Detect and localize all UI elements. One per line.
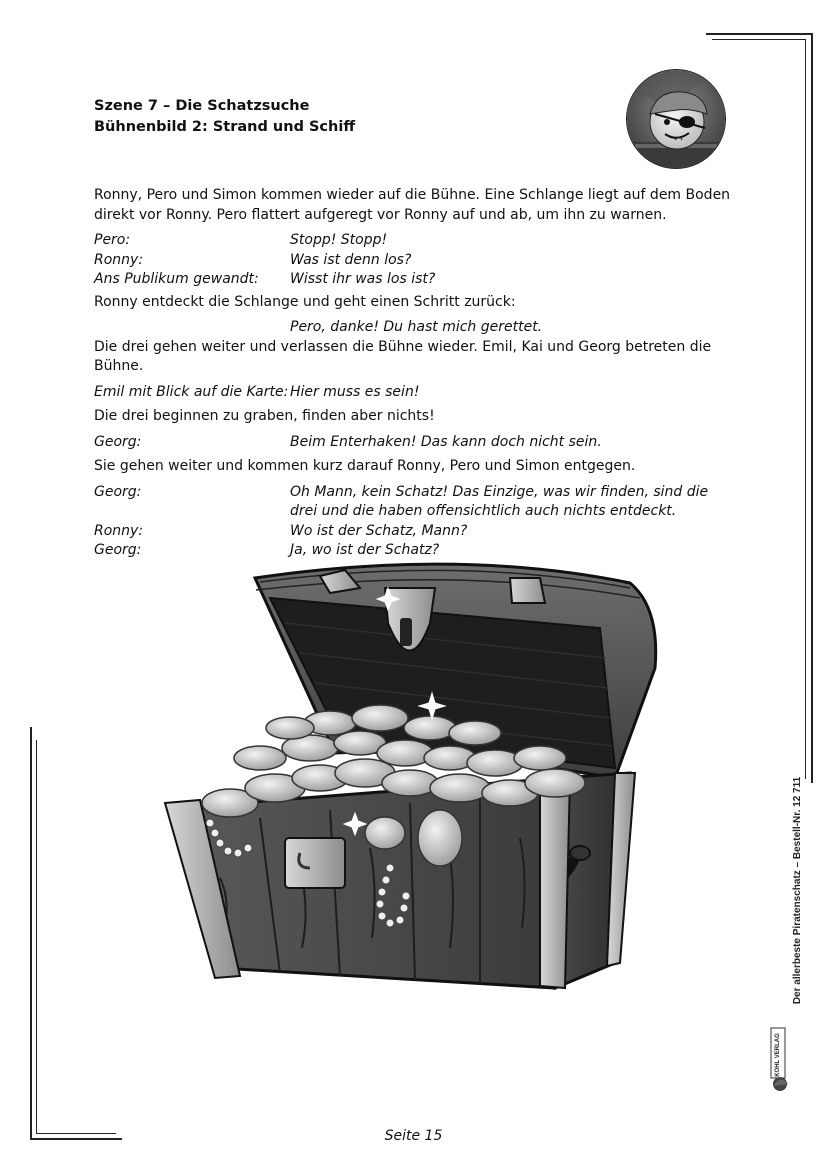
- stage-direction: Die drei beginnen zu graben, finden aber nichts!: [94, 408, 435, 424]
- spoken-line: Wisst ihr was los ist?: [290, 271, 436, 287]
- frame-right-outer: [811, 33, 813, 783]
- pirate-face-icon: [626, 69, 726, 169]
- dialogue-line: [94, 318, 734, 338]
- play-script: [94, 186, 734, 561]
- publication-info: [786, 760, 810, 1020]
- spoken-line: Wo ist der Schatz, Mann?: [290, 522, 468, 539]
- dialogue-line: [94, 483, 734, 522]
- publication-info-text: Der allerbeste Piratenschatz – Bestell-Nr. 12 711: [792, 776, 804, 1004]
- spoken-line: Beim Enterhaken! Das kann doch nicht sein.: [290, 433, 602, 450]
- speaker-label: Pero:: [94, 232, 131, 248]
- frame-left-outer: [30, 727, 32, 1139]
- speaker-label: Georg:: [94, 483, 142, 500]
- stage-set-title: Bühnenbild 2: Strand und Schiff: [94, 119, 356, 135]
- dialogue-line: [94, 383, 734, 403]
- frame-right-inner: [805, 39, 806, 779]
- stage-direction: Ronny entdeckt die Schlange und geht einen Schritt zurück:: [94, 293, 516, 310]
- scene-title: Szene 7 – Die Schatzsuche: [94, 98, 310, 114]
- spoken-line: Pero, danke! Du hast mich gerettet.: [290, 319, 543, 335]
- dialogue-line: [94, 270, 734, 290]
- spoken-line: Stopp! Stopp!: [290, 232, 388, 248]
- stage-direction-intro: Ronny, Pero und Simon kommen wieder auf die Bühne. Eine Schlange liegt auf dem Boden direkt vor Ronny. Pero flattert aufgeregt vor Ronny auf und ab, um ihn zu warnen.: [94, 187, 731, 223]
- dialogue-line: [94, 433, 734, 453]
- spoken-line: Ja, wo ist der Schatz?: [290, 542, 440, 558]
- speaker-label: Ronny:: [94, 522, 144, 539]
- spoken-line: Hier muss es sein!: [290, 383, 420, 400]
- spoken-line: Was ist denn los?: [290, 251, 412, 268]
- page-number: Seite 15: [384, 1128, 443, 1144]
- frame-top-right-inner: [712, 39, 806, 40]
- speaker-label: Ronny:: [94, 251, 144, 268]
- treasure-chest-icon: [160, 548, 660, 1018]
- speaker-label: Ans Publikum gewandt:: [94, 271, 259, 287]
- frame-left-inner: [36, 740, 37, 1134]
- speaker-label: Georg:: [94, 433, 142, 450]
- spoken-line: Oh Mann, kein Schatz! Das Einzige, was wir finden, sind die drei und die haben offensichtlich auch nichts entdeckt.: [290, 483, 709, 519]
- frame-top-right: [706, 33, 812, 35]
- speaker-label: Emil mit Blick auf die Karte:: [94, 383, 289, 400]
- speaker-label: Georg:: [94, 542, 142, 558]
- dialogue-line: [94, 231, 734, 251]
- scene-heading: [94, 96, 355, 138]
- publisher-name: KOHL VERLAG: [775, 1033, 781, 1077]
- dialogue-line: [94, 251, 734, 271]
- stage-direction: Die drei gehen weiter und verlassen die Bühne wieder. Emil, Kai und Georg betreten die Bühne.: [94, 338, 712, 374]
- dialogue-line: [94, 522, 734, 542]
- stage-direction: Sie gehen weiter und kommen kurz darauf Ronny, Pero und Simon entgegen.: [94, 458, 636, 474]
